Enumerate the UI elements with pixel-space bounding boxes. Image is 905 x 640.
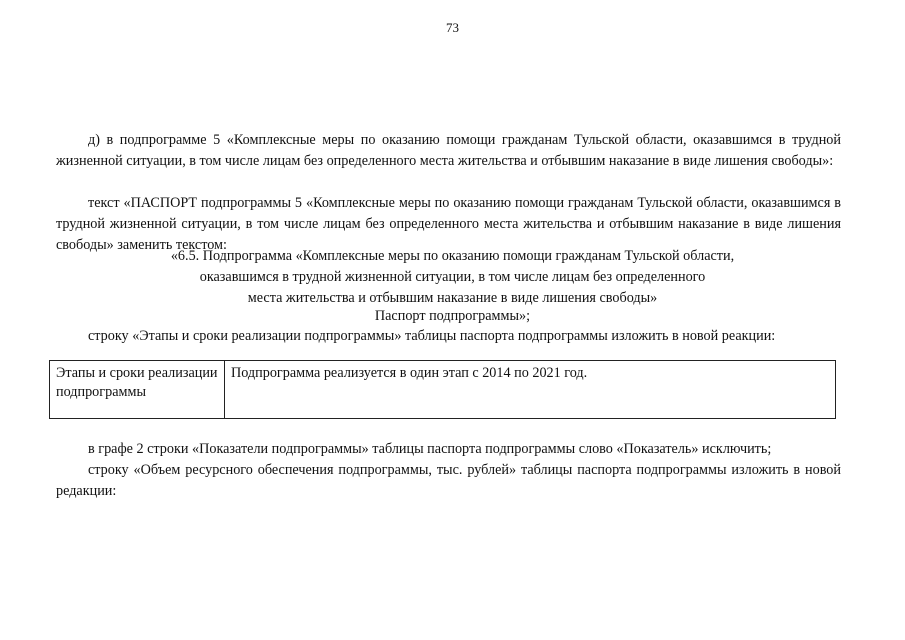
passport-table — [49, 360, 836, 419]
heading-line-1: «6.5. Подпрограмма «Комплексные меры по оказанию помощи гражданам Тульской области, — [170, 248, 735, 264]
paragraph-passport-replace: текст «ПАСПОРТ подпрограммы 5 «Комплексные меры по оказанию помощи гражданам Тульской области, оказавшимся в трудной жизненной ситуации, в том числе лицам без определенного места жительства и отбывшим наказание в виде лишения свободы» заменить текстом: — [56, 195, 841, 253]
heading-line-3: места жительства и отбывшим наказание в виде лишения свободы» — [247, 290, 658, 306]
paragraph-stages-row: строку «Этапы и сроки реализации подпрограммы» таблицы паспорта подпрограммы изложить в новой реакции: — [88, 328, 776, 344]
heading-line-2: оказавшимся в трудной жизненной ситуации, в том числе лицам без определенного — [199, 269, 706, 285]
table-cell-value: Подпрограмма реализуется в один этап с 2014 по 2021 год. — [225, 361, 836, 419]
paragraph-indicators: в графе 2 строки «Показатели подпрограммы» таблицы паспорта подпрограммы слово «Показатель» исключить; — [88, 441, 772, 457]
table-row — [50, 361, 836, 419]
paragraph-subprogram-5-intro: д) в подпрограмме 5 «Комплексные меры по оказанию помощи гражданам Тульской области, оказавшимся в трудной жизненной ситуации, в том числе лицам без определенного места жительства и отбывшим наказание в виде лишения свободы»: — [56, 132, 841, 169]
heading-passport-title: Паспорт подпрограммы»; — [374, 308, 531, 324]
paragraph-resource-volume: строку «Объем ресурсного обеспечения подпрограммы, тыс. рублей» таблицы паспорта подпрограммы изложить в новой редакции: — [56, 462, 841, 499]
page-number: 73 — [446, 20, 459, 35]
table-cell-label: Этапы и сроки реализации подпрограммы — [50, 361, 225, 419]
